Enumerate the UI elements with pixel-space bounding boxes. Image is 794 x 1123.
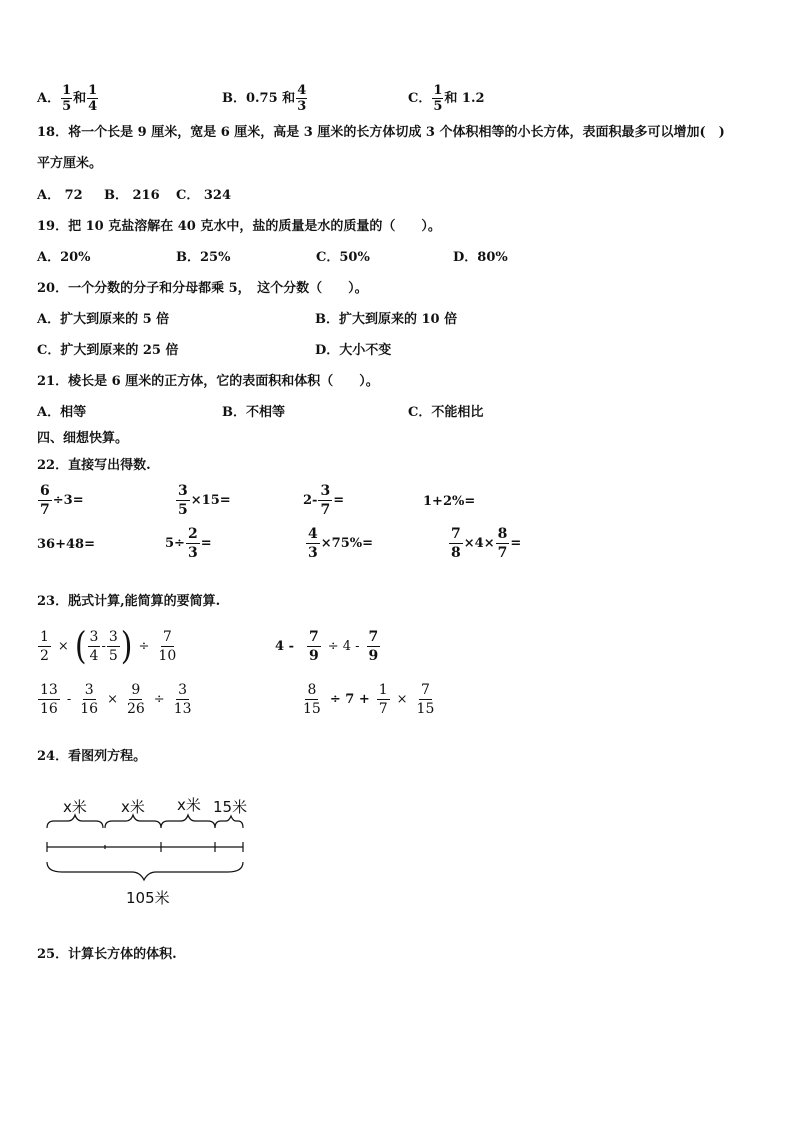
q17-option-c[interactable]: C． $\frac{1}{5}$ 和 1.2 bbox=[408, 83, 485, 114]
top-brace bbox=[161, 815, 215, 828]
q24-title: 24．看图列方程。 bbox=[37, 749, 147, 764]
q22-item: $\frac{4}{3}$ ×75%= bbox=[308, 526, 373, 561]
q17-option-a[interactable]: A． $\frac{1}{5}$ 和 $\frac{1}{4}$ bbox=[37, 83, 98, 114]
q22-item: $\frac{6}{7}$ ÷3= bbox=[40, 483, 84, 518]
fraction: $\frac{3}{16}$ bbox=[80, 682, 99, 717]
q22-item: $\frac{3}{5}$ ×15= bbox=[178, 483, 231, 518]
segment-label: 15米 bbox=[213, 798, 248, 816]
q19-option-b[interactable]: B．25% bbox=[176, 250, 231, 265]
fraction: $\frac{3}{13}$ bbox=[173, 682, 192, 717]
fraction: $\frac{3}{5}$ bbox=[178, 483, 188, 518]
fraction: $\frac{3}{7}$ bbox=[320, 483, 331, 518]
q19-text: 19．把 10 克盐溶解在 40 克水中，盐的质量是水的质量的（ ）。 bbox=[37, 219, 441, 234]
fraction: $\frac{7}{9}$ bbox=[308, 629, 319, 664]
q18-option-b[interactable]: B． 216 bbox=[104, 188, 160, 203]
fraction: $\frac{1}{2}$ bbox=[40, 629, 49, 664]
q21-text: 21．棱长是 6 厘米的正方体，它的表面积和体积（ ）。 bbox=[37, 374, 379, 389]
q21-option-b[interactable]: B．不相等 bbox=[222, 405, 285, 420]
segment-label: x米 bbox=[121, 798, 145, 816]
fraction: $\frac{3}{4}$ bbox=[89, 629, 99, 664]
q18-text-line1: 18．将一个长是 9 厘米，宽是 6 厘米，高是 3 厘米的长方体切成 3 个体积相等的小长方体，表面积最多可以增加( ) bbox=[37, 125, 725, 140]
segment-label: x米 bbox=[63, 798, 87, 816]
top-brace bbox=[105, 815, 161, 828]
q22-item: $\frac{7}{8}$ ×4× $\frac{8}{7}$ = bbox=[451, 526, 522, 561]
q21-option-a[interactable]: A．相等 bbox=[37, 405, 87, 420]
fraction: $\frac{2}{3}$ bbox=[187, 526, 198, 561]
q20-option-b[interactable]: B．扩大到原来的 10 倍 bbox=[315, 312, 458, 327]
segment-label: x米 bbox=[177, 796, 201, 814]
q21-option-c[interactable]: C．不能相比 bbox=[408, 405, 484, 420]
q22-item: 2- $\frac{3}{7}$ = bbox=[303, 483, 345, 518]
fraction: $\frac{8}{15}$ bbox=[303, 682, 321, 717]
fraction: $\frac{9}{26}$ bbox=[126, 682, 145, 717]
q23-expression-3: $\frac{13}{16}$ - $\frac{3}{16}$ × $\frac{9}{26}$ ÷ $\frac{3}{13}$ bbox=[40, 682, 192, 717]
q25-title: 25．计算长方体的体积. bbox=[37, 947, 177, 962]
q23-expression-2: 4 - $\frac{7}{9}$ ÷ 4 - $\frac{7}{9}$ bbox=[275, 629, 379, 664]
fraction: $\frac{7}{8}$ bbox=[451, 526, 461, 561]
top-brace bbox=[215, 816, 243, 828]
q19-option-d[interactable]: D．80% bbox=[453, 250, 508, 265]
fraction: $\frac{7}{9}$ bbox=[368, 629, 379, 664]
fraction: $\frac{7}{10}$ bbox=[158, 629, 177, 664]
q23-title: 23．脱式计算,能简算的要简算. bbox=[37, 594, 221, 609]
fraction: $\frac{1}{7}$ bbox=[378, 682, 388, 717]
fraction: $\frac{1}{5}$ bbox=[62, 83, 72, 114]
q19-option-c[interactable]: C．50% bbox=[316, 250, 370, 265]
q18-option-c[interactable]: C． 324 bbox=[176, 188, 232, 203]
fraction: $\frac{3}{5}$ bbox=[108, 629, 118, 664]
fraction: $\frac{6}{7}$ bbox=[40, 483, 50, 518]
fraction: $\frac{1}{4}$ bbox=[88, 83, 98, 114]
top-brace bbox=[47, 815, 103, 828]
q22-item: 5÷ $\frac{2}{3}$ = bbox=[165, 526, 212, 561]
fraction: $\frac{4}{3}$ bbox=[308, 526, 318, 561]
q20-option-a[interactable]: A．扩大到原来的 5 倍 bbox=[37, 312, 170, 327]
q23-expression-4: $\frac{8}{15}$ ÷ 7 + $\frac{1}{7}$ × $\frac{7}{15}$ bbox=[303, 682, 435, 717]
section-heading: 四、细想快算。 bbox=[37, 431, 129, 446]
fraction: $\frac{13}{16}$ bbox=[40, 682, 58, 717]
q22-title: 22．直接写出得数. bbox=[37, 458, 151, 473]
q19-option-a[interactable]: A．20% bbox=[37, 250, 91, 265]
q22-item: 1+2%= bbox=[423, 494, 476, 509]
q18-option-a[interactable]: A． 72 bbox=[37, 188, 83, 203]
q20-text: 20．一个分数的分子和分母都乘 5， 这个分数（ ）。 bbox=[37, 281, 368, 296]
fraction: $\frac{7}{15}$ bbox=[416, 682, 435, 717]
q20-option-d[interactable]: D．大小不变 bbox=[315, 343, 392, 358]
q17-option-b[interactable]: B．0.75 和 $\frac{4}{3}$ bbox=[222, 83, 307, 114]
q23-expression-1: $\frac{1}{2}$ × ( $\frac{3}{4}$ - $\frac{3}{5}$ ) ÷ $\frac{7}{10}$ bbox=[40, 624, 177, 668]
q22-item: 36+48= bbox=[37, 537, 95, 552]
bottom-brace bbox=[47, 862, 243, 880]
fraction: $\frac{1}{5}$ bbox=[433, 83, 443, 114]
segment-diagram bbox=[40, 790, 260, 915]
fraction: $\frac{8}{7}$ bbox=[497, 526, 508, 561]
fraction: $\frac{4}{3}$ bbox=[297, 83, 307, 114]
q18-text-line2: 平方厘米。 bbox=[37, 156, 103, 171]
total-label: 105米 bbox=[126, 889, 170, 907]
q20-option-c[interactable]: C．扩大到原来的 25 倍 bbox=[37, 343, 179, 358]
